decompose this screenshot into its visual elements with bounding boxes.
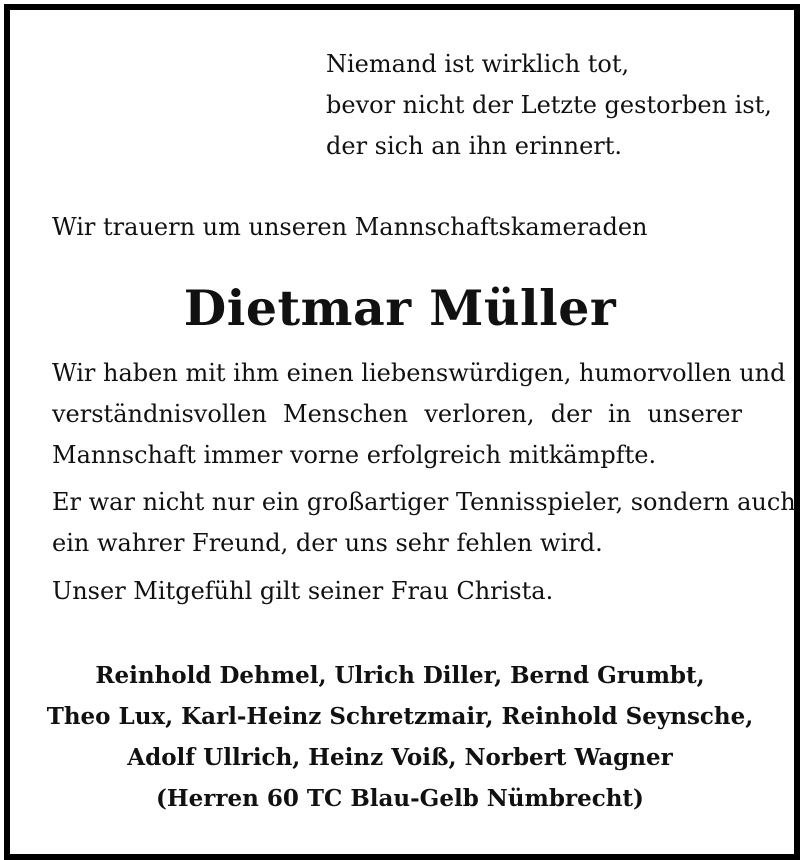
signer-line: Reinhold Dehmel, Ulrich Diller, Bernd Grumbt,	[95, 662, 705, 689]
condolence-paragraph	[52, 571, 742, 612]
paragraph-word: der	[550, 400, 592, 428]
signer-line: Theo Lux, Karl-Heinz Schretzmair, Reinhold Seynsche,	[46, 703, 754, 730]
paragraph-line: ein wahrer Freund, der uns sehr fehlen wird.	[52, 529, 603, 557]
signers-block	[0, 655, 800, 819]
paragraph-word: verloren,	[424, 400, 535, 428]
paragraph-line-justified	[52, 394, 742, 435]
signer-line: Adolf Ullrich, Heinz Voiß, Norbert Wagner	[127, 744, 673, 771]
mourning-intro: Wir trauern um unseren Mannschaftskameraden	[52, 213, 648, 241]
paragraph-line: Er war nicht nur ein großartiger Tennisspieler, sondern auch	[52, 488, 796, 516]
paragraph-word: unserer	[647, 400, 742, 428]
paragraph-word: Menschen	[283, 400, 409, 428]
paragraph-line: Unser Mitgefühl gilt seiner Frau Christa.	[52, 577, 554, 605]
quote-line: bevor nicht der Letzte gestorben ist,	[326, 91, 772, 119]
tribute-paragraph	[52, 353, 786, 476]
deceased-name: Dietmar Müller	[183, 279, 617, 337]
paragraph-line: Mannschaft immer vorne erfolgreich mitkämpfte.	[52, 441, 657, 469]
club-name: (Herren 60 TC Blau-Gelb Nümbrecht)	[156, 785, 644, 812]
friendship-paragraph	[52, 482, 796, 564]
paragraph-line: Wir haben mit ihm einen liebenswürdigen, humorvollen und	[52, 359, 786, 387]
paragraph-word: verständnisvollen	[52, 400, 267, 428]
quote-line: Niemand ist wirklich tot,	[326, 50, 630, 78]
memorial-quote	[326, 44, 772, 167]
quote-line: der sich an ihn erinnert.	[326, 132, 623, 160]
paragraph-word: in	[608, 400, 632, 428]
